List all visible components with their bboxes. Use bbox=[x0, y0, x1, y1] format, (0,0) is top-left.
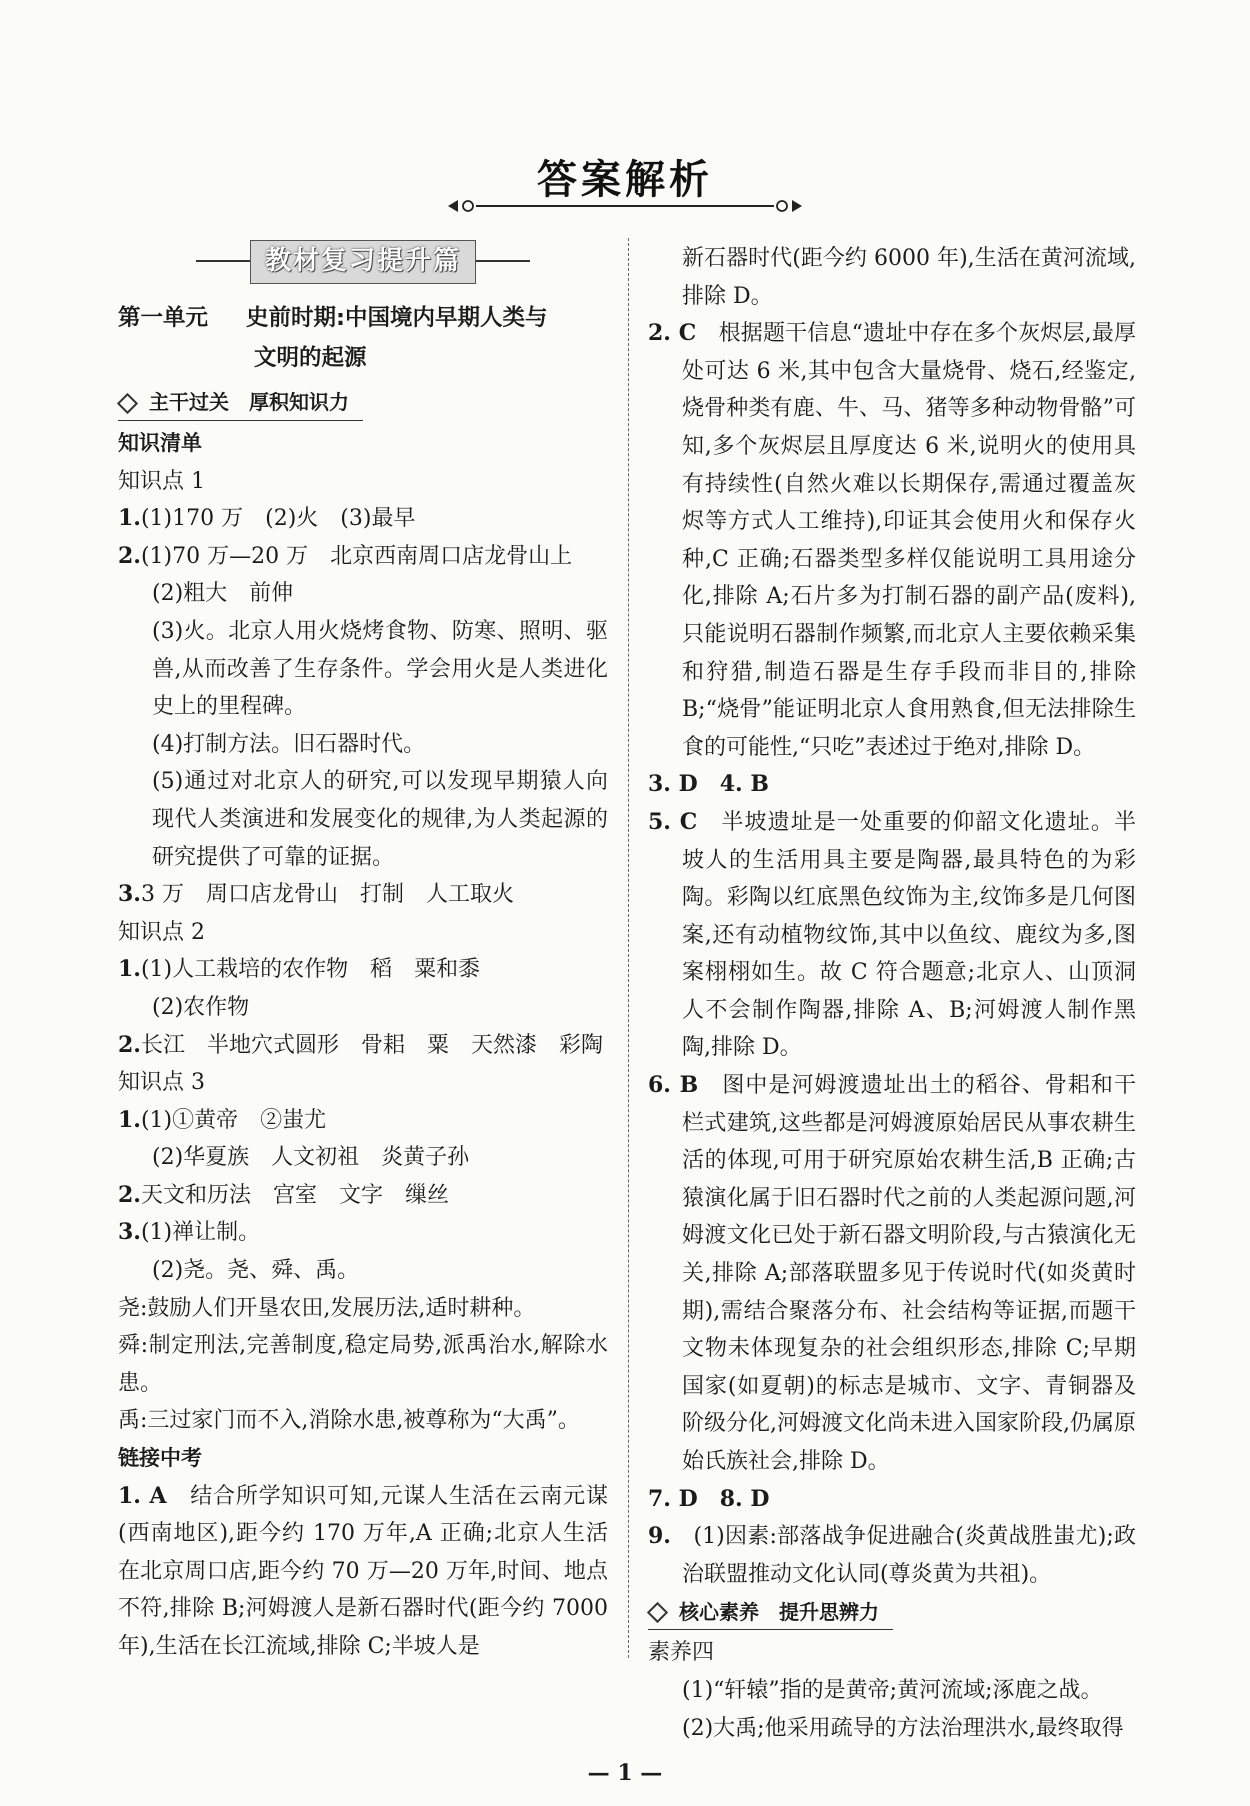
answer-subitem: (4)打制方法。旧石器时代。 bbox=[152, 731, 426, 757]
answer-subitem: (2)尧。尧、舜、禹。 bbox=[152, 1258, 360, 1284]
answer-subitem: (3)火。北京人用火烧烤食物、防寒、照明、驱兽,从而改善了生存条件。学会用火是人类进化史上的里程碑。 bbox=[152, 618, 608, 720]
answer-item: 2.(1)70 万—20 万 北京西南周口店龙骨山上 bbox=[118, 542, 573, 569]
answer-item: 9. (1)因素:部落战争促进融合(炎黄战胜蚩尤);政治联盟推动文化认同(尊炎黄为共祖)。 bbox=[648, 1523, 1136, 1587]
section-heading-main bbox=[118, 386, 363, 421]
section-heading-label: 主干过关 厚积知识力 bbox=[149, 390, 349, 415]
answer-subitem: (2)农作物 bbox=[152, 994, 250, 1020]
literacy-heading: 素养四 bbox=[648, 1640, 715, 1666]
unit-title bbox=[118, 298, 608, 378]
answer-subitem: 舜:制定刑法,完善制度,稳定局势,派禹治水,解除水患。 bbox=[118, 1333, 608, 1396]
diamond-icon bbox=[647, 1602, 668, 1623]
answer-subitem: (5)通过对北京人的研究,可以发现早期猿人向现代人类演进和发展变化的规律,为人类起源的研究提供了可靠的证据。 bbox=[152, 769, 608, 870]
knowledge-point-heading: 知识点 1 bbox=[118, 468, 205, 494]
banner-label: 教材复习提升篇 bbox=[250, 240, 476, 284]
right-column bbox=[648, 240, 1136, 1747]
section-banner bbox=[118, 240, 608, 284]
answer-item: 1.(1)人工栽培的农作物 稻 粟和黍 bbox=[118, 956, 481, 983]
answer-item: 7. D 8. D bbox=[648, 1485, 770, 1512]
answer-item: 3. D 4. B bbox=[648, 771, 769, 798]
answer-item: 5. C 半坡遗址是一处重要的仰韶文化遗址。半坡人的生活用具主要是陶器,最具特色的为彩陶。彩陶以红底黑色纹饰为主,纹饰多是几何图案,还有动植物纹饰,其中以鱼纹、鹿纹为多,图案栩栩如生。故 C 符合题意;北京人、山顶洞人不会制作陶器,排除 A、B;河姆渡人制作黑陶,排除 D。 bbox=[648, 808, 1136, 1061]
answer-item: 2.长江 半地穴式圆形 骨耜 粟 天然漆 彩陶 bbox=[118, 1031, 603, 1058]
unit-title-line1: 史前时期:中国境内早期人类与 bbox=[246, 305, 548, 331]
page-number: — 1 — bbox=[587, 1760, 663, 1786]
subheading-link: 链接中考 bbox=[118, 1446, 202, 1471]
answer-item: 1. A 结合所学知识可知,元谋人生活在云南元谋(西南地区),距今约 170 万年,A 正确;北京人生活在北京周口店,距今约 70 万—20 万年,时间、地点不符,排除 B;河姆渡人是新石器时代(距今约 7000 年),生活在长江流域,排除 C;半坡人是 bbox=[118, 1482, 608, 1659]
answer-subitem: 尧:鼓励人们开垦农田,发展历法,适时耕种。 bbox=[118, 1295, 536, 1321]
unit-title-line2: 文明的起源 bbox=[254, 345, 367, 371]
diamond-icon bbox=[117, 392, 138, 413]
answer-subitem: (1)“轩辕”指的是黄帝;黄河流域;涿鹿之战。 bbox=[682, 1677, 1103, 1703]
answer-item: 1.(1)170 万 (2)火 (3)最早 bbox=[118, 505, 416, 532]
knowledge-point-heading: 知识点 3 bbox=[118, 1070, 205, 1096]
answer-item: 6. B 图中是河姆渡遗址出土的稻谷、骨耜和干栏式建筑,这些都是河姆渡原始居民从事农耕生活的体现,可用于研究原始农耕生活,B 正确;古猿演化属于旧石器时代之前的人类起源问题,河姆渡文化已处于新石器文明阶段,与古猿演化无关,排除 A;部落联盟多见于传说时代(如炎黄时期),需结合聚落分布、社会结构等证据,而题干文物未体现复杂的社会组织形态,排除 C;早期国家(如夏朝)的标志是城市、文字、青铜器及阶级分化,河姆渡文化尚未进入国家阶段,仍属原始氏族社会,排除 D。 bbox=[648, 1072, 1136, 1474]
section-heading-core bbox=[648, 1595, 893, 1630]
section-heading-label: 核心素养 提升思辨力 bbox=[679, 1599, 879, 1624]
page-title: 答案解析 bbox=[537, 157, 713, 203]
answer-subitem: (2)粗大 前伸 bbox=[152, 581, 294, 607]
title-decorative-rule bbox=[446, 196, 804, 216]
subheading-checklist: 知识清单 bbox=[118, 431, 202, 455]
knowledge-point-heading: 知识点 2 bbox=[118, 919, 205, 945]
answer-item: 2. C 根据题干信息“遗址中存在多个灰烬层,最厚处可达 6 米,其中包含大量烧骨、烧石,经鉴定,烧骨种类有鹿、牛、马、猪等多种动物骨骼”可知,多个灰烬层且厚度达 6 米,说明火的使用具有持续性(自然火难以长期保存,需通过覆盖灰烬等方式人工维持),印证其会使用火和保存火种,C 正确;石器类型多样仅能说明工具用途分化,排除 A;石片多为打制石器的副产品(废料),只能说明石器制作频繁,而北京人主要依赖采集和狩猎,制造石器是生存手段而非目的,排除 B;“烧骨”能证明北京人食用熟食,但无法排除生食的可能性,“只吃”表述过于绝对,排除 D。 bbox=[648, 320, 1136, 760]
answer-item: 3.(1)禅让制。 bbox=[118, 1219, 261, 1246]
answer-subitem: (2)华夏族 人文初祖 炎黄子孙 bbox=[152, 1145, 470, 1171]
left-column bbox=[118, 240, 608, 1666]
answer-subitem: (2)大禹;他采用疏导的方法治理洪水,最终取得 bbox=[682, 1715, 1124, 1741]
answer-item: 2.天文和历法 宫室 文字 缫丝 bbox=[118, 1181, 449, 1208]
column-divider bbox=[628, 238, 629, 1658]
answer-item: 1.(1)①黄帝 ②蚩尤 bbox=[118, 1106, 327, 1133]
answer-continuation: 新石器时代(距今约 6000 年),生活在黄河流域,排除 D。 bbox=[682, 246, 1136, 309]
answer-item: 3.3 万 周口店龙骨山 打制 人工取火 bbox=[118, 881, 514, 908]
answer-subitem: 禹:三过家门而不入,消除水患,被尊称为“大禹”。 bbox=[118, 1408, 580, 1434]
unit-label: 第一单元 bbox=[118, 305, 209, 331]
